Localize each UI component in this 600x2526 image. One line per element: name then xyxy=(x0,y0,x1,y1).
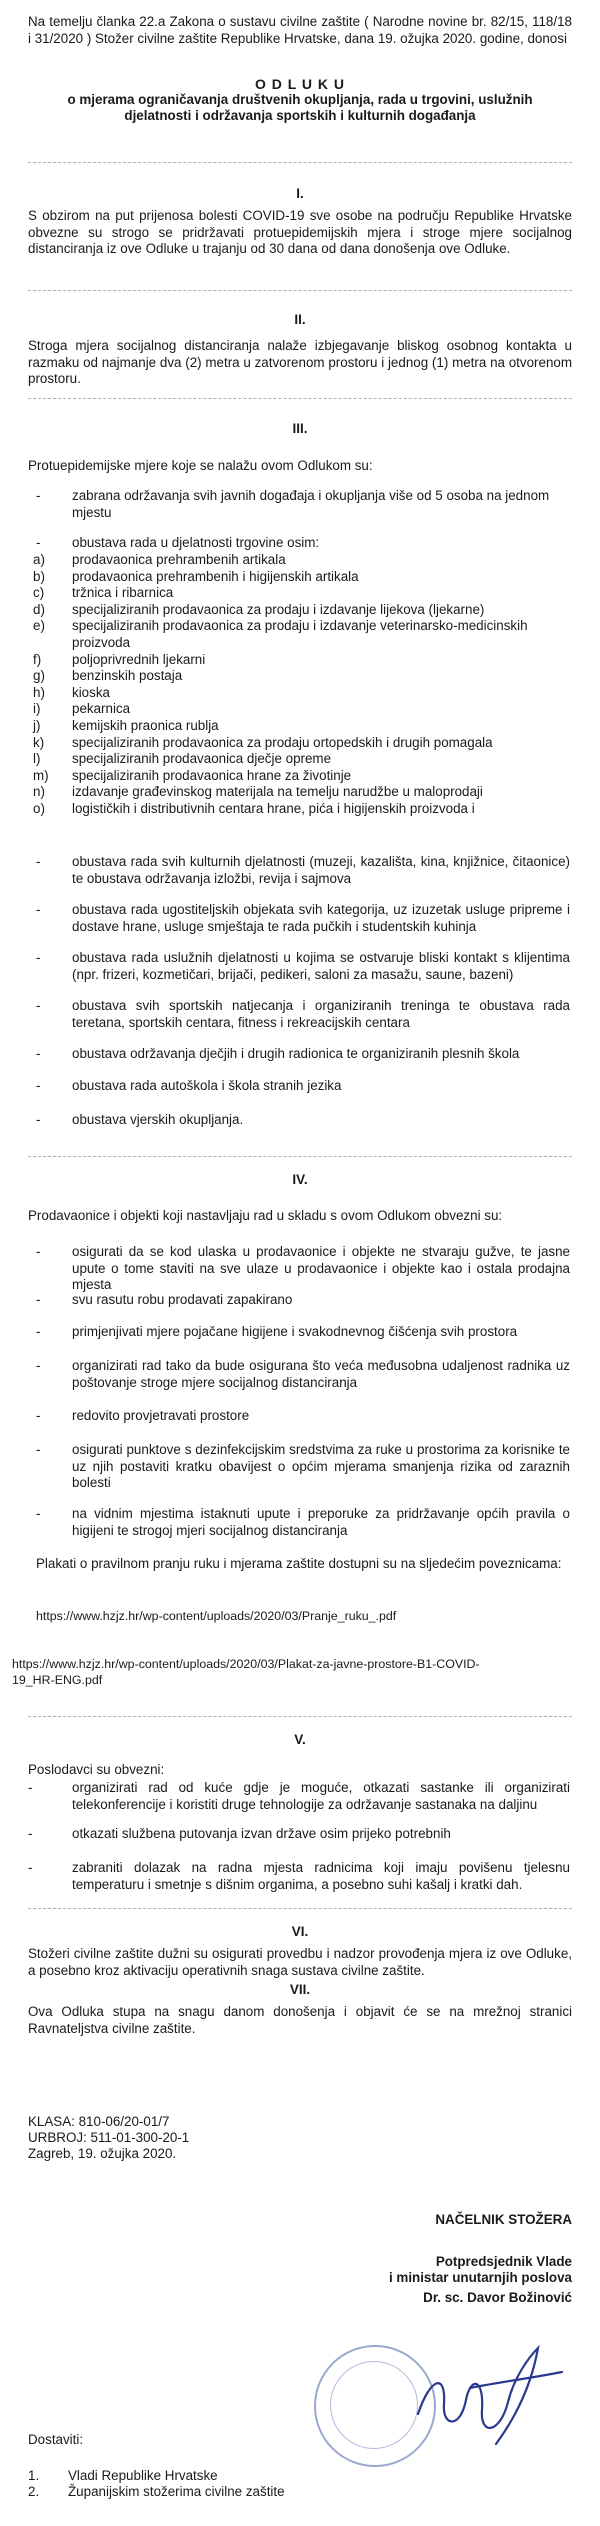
measure-public-gatherings: zabrana održavanja svih javnih događaja i okupljanja više od 5 osoba na jednom mjestu xyxy=(72,488,550,520)
retail-exception-item xyxy=(33,602,484,619)
employer-sick-workers: zabraniti dolazak na radna mjesta radnicima koji imaju povišenu tjelesnu temperaturu i smetnje s dišnim organima, a posebno suhi kašalj i kratki dah. xyxy=(72,1860,570,1892)
list-item-text: kemijskih praonica rublja xyxy=(72,718,219,733)
retail-exception-item xyxy=(33,718,219,735)
bullet-dash: - xyxy=(36,1292,41,1307)
measure-retail-closure: obustava rada u djelatnosti trgovine osim: xyxy=(72,535,320,550)
list-item-text: Županijskim stožerima civilne zaštite xyxy=(68,2484,285,2499)
handwritten-signature xyxy=(400,2318,576,2456)
divider xyxy=(28,1908,572,1909)
bullet-dash: - xyxy=(36,1358,41,1373)
list-marker: c) xyxy=(33,585,45,601)
retail-exception-item xyxy=(33,635,130,652)
retail-exception-item xyxy=(33,701,130,718)
list-item-text: specijaliziranih prodavaonica za prodaju i izdavanje lijekova (ljekarne) xyxy=(72,601,485,617)
retail-exception-item xyxy=(33,618,528,635)
section-3-numeral: III. xyxy=(292,421,308,436)
divider xyxy=(28,1156,572,1157)
retail-exception-item xyxy=(33,768,351,785)
list-item-text: specijaliziranih prodavaonica za prodaju i izdavanje veterinarsko-medicinskih xyxy=(72,618,528,634)
measure-sports-closure: obustava svih sportskih natjecanja i organiziranih treninga te obustava rada teretana, sportskih centara, fitness i rekreacijskih centara xyxy=(72,998,570,1030)
bullet-dash: - xyxy=(36,1506,41,1521)
list-item-text: benzinskih postaja xyxy=(72,668,183,684)
list-item-text: poljoprivrednih ljekarni xyxy=(72,651,206,667)
list-marker: o) xyxy=(33,801,45,816)
retail-exception-item xyxy=(33,685,110,702)
list-marker: 2. xyxy=(28,2484,40,2499)
list-marker: e) xyxy=(33,618,45,634)
list-item-text: prodavaonica prehrambenih i higijenskih artikala xyxy=(72,568,359,584)
section-1-numeral: I. xyxy=(296,186,304,201)
list-marker: f) xyxy=(33,651,42,667)
retail-exception-item xyxy=(33,585,173,602)
divider xyxy=(28,1716,572,1717)
measure-religious-gatherings: obustava vjerskih okupljanja. xyxy=(72,1112,244,1127)
list-item-text: kioska xyxy=(72,684,110,700)
bullet-dash: - xyxy=(36,950,41,965)
distribution-item xyxy=(28,2468,218,2485)
employer-remote-work: organizirati rad od kuće gdje je moguće, otkazati sastanke ili organizirati telekonferencije i koristiti druge tehnologije za održavanje sastanaka na daljinu xyxy=(72,1780,570,1812)
section-4-intro: Prodavaonice i objekti koji nastavljaju rad u skladu s ovom Odlukom obvezni su: xyxy=(28,1208,503,1223)
list-marker: n) xyxy=(33,784,45,800)
section-2-text: Stroga mjera socijalnog distanciranja nalaže izbjegavanje bliskog osobnog kontakta u razmaku od najmanje dva (2) metra u zatvorenom prostoru i jednog (1) metra na otvorenom prostoru. xyxy=(28,338,572,387)
list-item-text: proizvoda xyxy=(72,635,131,650)
bullet-dash: - xyxy=(36,1408,41,1423)
bullet-dash: - xyxy=(28,1780,33,1795)
employer-cancel-travel: otkazati službena putovanja izvan države osim prijeko potrebnih xyxy=(72,1826,451,1841)
list-item-text: prodavaonica prehrambenih artikala xyxy=(72,552,286,567)
section-1-text: S obzirom na put prijenosa bolesti COVID-19 sve osobe na području Republike Hrvatske obvezne su strogo se pridržavati protuepidemijskih mjera i stroge mjere socijalnog distanciranja iz ove Odluke u trajanju od 30 dana od dana donošenja ove Odluke. xyxy=(28,208,572,257)
bullet-dash: - xyxy=(36,998,41,1013)
divider xyxy=(28,162,572,163)
retail-exception-item xyxy=(33,569,359,586)
obligation-guidelines: na vidnim mjestima istaknuti upute i preporuke za pridržavanje općih pravila o higijeni te strogoj mjeri socijalnog distanciranja xyxy=(72,1506,570,1538)
bullet-dash: - xyxy=(36,1324,41,1339)
bullet-dash: - xyxy=(36,1046,41,1061)
list-marker: i) xyxy=(33,701,41,717)
document-subtitle-line-2: djelatnosti i održavanja sportskih i kulturnih događanja xyxy=(124,108,476,123)
bullet-dash: - xyxy=(36,1244,41,1259)
retail-exception-item xyxy=(33,801,475,818)
urbroj: URBROJ: 511-01-300-20-1 xyxy=(28,2130,190,2145)
obligation-ventilation: redovito provjetravati prostore xyxy=(72,1408,250,1423)
retail-exception-item xyxy=(33,735,493,752)
divider xyxy=(28,290,572,291)
obligation-disinfection: osigurati punktove s dezinfekcijskim sredstvima za ruke u prostorima za korisnike te uz njih postaviti kratku obavijest o općim mjerama smanjenja rizika od zaraznih bolesti xyxy=(72,1442,570,1491)
list-marker: b) xyxy=(33,568,45,584)
poster-link-1[interactable]: https://www.hzjz.hr/wp-content/uploads/2020/03/Pranje_ruku_.pdf xyxy=(36,1609,397,1623)
section-3-intro: Protuepidemijske mjere koje se nalažu ovom Odlukom su: xyxy=(28,458,373,473)
list-marker: g) xyxy=(33,668,45,684)
measure-cultural-closure: obustava rada svih kulturnih djelatnosti (muzeji, kazališta, kina, knjižnice, čitaonice) te obustava održavanja izložbi, revija i sajmova xyxy=(72,854,570,886)
document-title: O D L U K U xyxy=(254,76,346,92)
posters-note: Plakati o pravilnom pranju ruku i mjerama zaštite dostupni su na sljedećim poveznicama: xyxy=(36,1556,562,1571)
list-marker: d) xyxy=(33,601,45,617)
obligation-hygiene: primjenjivati mjere pojačane higijene i svakodnevnog čišćenja svih prostora xyxy=(72,1324,518,1339)
list-item-text: specijaliziranih prodavaonica dječje opreme xyxy=(72,751,332,767)
bullet-dash: - xyxy=(36,488,41,503)
retail-exception-item xyxy=(33,668,182,685)
list-marker: j) xyxy=(33,718,41,733)
list-item-text: izdavanje građevinskog materijala na temelju narudžbe u maloprodaji xyxy=(72,784,483,800)
section-4-numeral: IV. xyxy=(292,1172,308,1187)
section-5-intro: Poslodavci su obvezni: xyxy=(28,1762,165,1777)
list-marker: a) xyxy=(33,552,45,567)
list-marker: l) xyxy=(33,751,41,767)
list-item-text: tržnica i ribarnica xyxy=(72,585,174,601)
list-item-text: specijaliziranih prodavaonica hrane za životinje xyxy=(72,767,352,783)
measure-schools-closure: obustava rada autoškola i škola stranih jezika xyxy=(72,1078,342,1093)
signature-title-1: Potpredsjednik Vlade xyxy=(435,2254,572,2269)
list-item-text: pekarnica xyxy=(72,701,131,717)
section-7-numeral: VII. xyxy=(289,1982,311,1997)
obligation-no-crowds: osigurati da se kod ulaska u prodavaonice i objekte ne stvaraju gužve, te jasne upute o tome staviti na sve ulaze u prodavaonice i objekte kao i ostala prodajna mjesta xyxy=(72,1244,570,1293)
poster-link-2-line-1[interactable]: https://www.hzjz.hr/wp-content/uploads/2020/03/Plakat-za-javne-prostore-B1-COVID- xyxy=(12,1657,480,1671)
section-5-numeral: V. xyxy=(294,1732,306,1747)
section-6-numeral: VI. xyxy=(291,1924,309,1939)
section-2-numeral: II. xyxy=(294,312,306,327)
distribution-item xyxy=(28,2484,285,2501)
poster-link-2-line-2[interactable]: 19_HR-ENG.pdf xyxy=(12,1673,103,1687)
klasa: KLASA: 810-06/20-01/7 xyxy=(28,2114,170,2129)
list-item-text: logističkih i distributivnih centara hrane, pića i higijenskih proizvoda i xyxy=(72,801,475,816)
bullet-dash: - xyxy=(36,535,41,550)
list-item-text: Vladi Republike Hrvatske xyxy=(68,2468,218,2483)
section-6-text: Stožeri civilne zaštite dužni su osigurati provedbu i nadzor provođenja mjera iz ove Odluke, a posebno kroz aktivaciju operativnih snaga sustava civilne zaštite. xyxy=(28,1946,572,1978)
list-marker: k) xyxy=(33,734,45,750)
list-item-text: specijaliziranih prodavaonica za prodaju ortopedskih i drugih pomagala xyxy=(72,734,493,750)
retail-exception-item xyxy=(33,784,483,801)
list-marker: m) xyxy=(33,767,49,783)
list-marker: h) xyxy=(33,684,45,700)
retail-exception-item xyxy=(33,552,286,569)
bullet-dash: - xyxy=(28,1826,33,1841)
bullet-dash: - xyxy=(36,1078,41,1093)
bullet-dash: - xyxy=(36,1112,41,1127)
place-date: Zagreb, 19. ožujka 2020. xyxy=(28,2146,177,2161)
preamble: Na temelju članka 22.a Zakona o sustavu civilne zaštite ( Narodne novine br. 82/15, 118/18 i 31/2020 ) Stožer civilne zaštite Republike Hrvatske, dana 19. ožujka 2020. godine, donosi xyxy=(28,14,572,46)
retail-exception-item xyxy=(33,652,205,669)
measure-services-closure: obustava rada uslužnih djelatnosti u kojima se ostvaruje bliski kontakt s klijentima (npr. frizeri, kozmetičari, brijači, pedikeri, saloni za masažu, saune, bazeni) xyxy=(72,950,570,982)
obligation-packaged-goods: svu rasutu robu prodavati zapakirano xyxy=(72,1292,293,1307)
retail-exception-item xyxy=(33,751,331,768)
signature-role: NAČELNIK STOŽERA xyxy=(435,2212,572,2227)
bullet-dash: - xyxy=(36,1442,41,1457)
section-7-text: Ova Odluka stupa na snagu danom donošenja i objavit će se na mrežnoj stranici Ravnateljstva civilne zaštite. xyxy=(28,2004,572,2036)
distribution-heading: Dostaviti: xyxy=(28,2432,84,2447)
bullet-dash: - xyxy=(28,1860,33,1875)
measure-catering-closure: obustava rada ugostiteljskih objekata svih kategorija, uz izuzetak usluge pripreme i dostave hrane, usluge smještaja te rada pučkih i studentskih kuhinja xyxy=(72,902,570,934)
divider xyxy=(28,398,572,399)
bullet-dash: - xyxy=(36,854,41,869)
signatory-name: Dr. sc. Davor Božinović xyxy=(423,2290,572,2305)
signature-title-2: i ministar unutarnjih poslova xyxy=(388,2270,572,2285)
list-marker: 1. xyxy=(28,2468,40,2483)
document-subtitle-line-1: o mjerama ograničavanja društvenih okupljanja, rada u trgovini, uslužnih xyxy=(67,92,533,107)
measure-workshops-closure: obustava održavanja dječjih i drugih radionica te organiziranih plesnih škola xyxy=(72,1046,520,1061)
obligation-distancing: organizirati rad tako da bude osigurana što veća međusobna udaljenost radnika uz poštovanje stroge mjere socijalnog distanciranja xyxy=(72,1358,570,1390)
bullet-dash: - xyxy=(36,902,41,917)
